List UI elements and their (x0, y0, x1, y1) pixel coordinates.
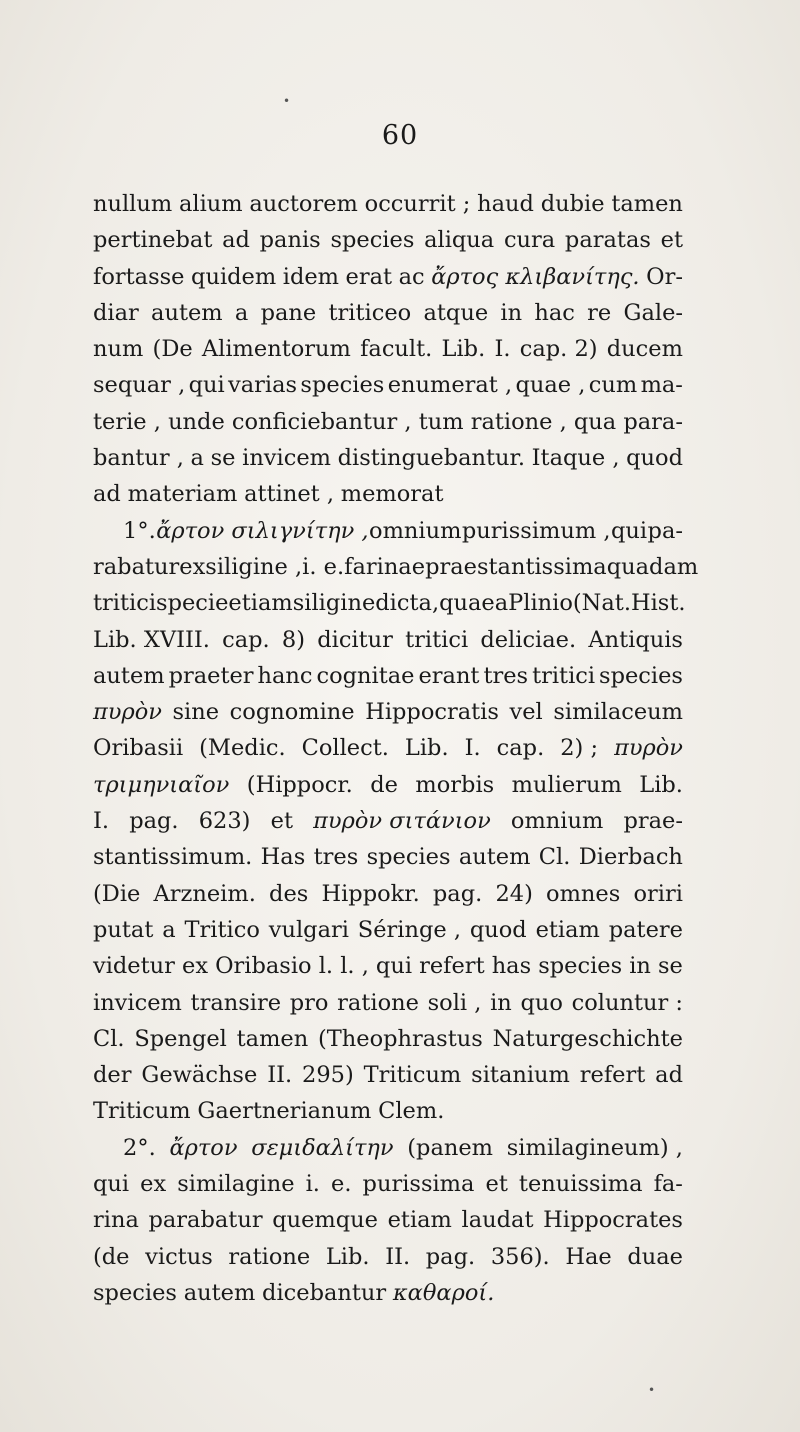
word: Gale- (623, 299, 683, 326)
word: deliciae. (480, 626, 577, 653)
word: Arzneim. (153, 880, 256, 907)
word: tres (313, 844, 359, 871)
word: τριμηνιαῖον (93, 771, 230, 798)
word: hanc (257, 662, 313, 689)
word: has (491, 953, 532, 980)
word: dubie (540, 191, 605, 217)
word: prae- (623, 808, 683, 835)
word: species (300, 372, 385, 399)
word: similagineum) , (506, 1134, 683, 1161)
word: II. (267, 1062, 293, 1089)
text-line (93, 476, 683, 512)
word: 2) ; (560, 735, 599, 762)
word: qui (610, 517, 648, 544)
word: in (500, 299, 523, 326)
word: Cl. (538, 844, 571, 871)
word: II. (385, 1243, 411, 1270)
text-line (93, 1130, 683, 1166)
word: in (490, 989, 512, 1016)
speck-mark: • (283, 94, 291, 108)
word: tritici (405, 626, 469, 653)
word: sitanium (471, 1062, 570, 1089)
word: species (538, 953, 623, 980)
word: pertinebat (93, 227, 213, 254)
word: terie , (93, 408, 161, 435)
word: 1°. (123, 517, 156, 544)
word: I. (464, 735, 481, 762)
word: Hippocratis (365, 699, 499, 726)
word: duae (627, 1243, 683, 1270)
word: cognomine (229, 699, 355, 726)
word: Séringe , (357, 916, 461, 943)
word: I. (494, 336, 511, 363)
word: Lib. (639, 771, 683, 798)
word: mulierum (511, 771, 622, 798)
word: coluntur : (571, 989, 683, 1016)
word: Itaque , (531, 445, 620, 472)
word: ad (655, 1062, 683, 1089)
word: et (660, 227, 683, 254)
word: num (93, 336, 144, 363)
text-line (93, 730, 683, 766)
text-line (93, 948, 683, 984)
word: a (190, 445, 204, 472)
word: auctorem (249, 191, 358, 217)
word: a (234, 299, 249, 326)
word: quae (439, 590, 495, 617)
word: purissimum , (461, 517, 611, 544)
word: a (162, 916, 176, 943)
word: (Hippocr. (246, 771, 353, 798)
word: quo (520, 989, 563, 1016)
word: cognitae (316, 662, 415, 689)
text-line (93, 1239, 683, 1275)
word: parabatur (148, 1207, 263, 1234)
word: pro (289, 989, 329, 1016)
word: Cl. (93, 1025, 125, 1052)
word: tum (418, 408, 464, 435)
word: quod (469, 916, 527, 943)
word: 2°. (123, 1134, 156, 1161)
word: et (270, 808, 293, 835)
word: siligine (292, 590, 376, 617)
word: pane (260, 299, 317, 326)
word: Oribasio (215, 953, 312, 980)
word: (De (152, 336, 193, 363)
word: varias (228, 372, 298, 399)
word: aliqua (424, 227, 495, 254)
word: diar (93, 299, 139, 326)
word: fortasse (93, 263, 185, 290)
word: tres (483, 662, 529, 689)
word: cum (588, 372, 638, 399)
word: pag. (129, 808, 179, 835)
word: pag. (432, 880, 483, 907)
word: e. (331, 1171, 352, 1198)
word: distinguebantur. (337, 445, 525, 472)
text-line (93, 295, 683, 331)
word: (panem (407, 1134, 494, 1161)
word: etiam (535, 916, 600, 943)
word: Clem. (378, 1098, 445, 1125)
word: ratione (337, 989, 419, 1016)
word: Plinio (508, 590, 573, 617)
word: tritici (93, 590, 157, 617)
word: 8) (281, 626, 306, 653)
word: quemque (272, 1207, 378, 1234)
word: praestantissima (425, 553, 607, 580)
word: (Nat.Hist. (572, 590, 686, 617)
word: se (210, 445, 236, 472)
word: quod (626, 445, 683, 472)
word: panis (259, 227, 321, 254)
word: omnes (546, 880, 621, 907)
word: tenuissima (518, 1171, 643, 1198)
word: Has (260, 844, 306, 871)
text-line (93, 585, 686, 621)
word: sequar , (93, 372, 186, 399)
word: purissima (362, 1171, 475, 1198)
page-number: 60 (381, 120, 419, 151)
text-line (93, 1275, 683, 1311)
word: ex (179, 553, 206, 580)
word: species (93, 1279, 177, 1306)
word: similagine (177, 1171, 295, 1198)
word: transire (190, 989, 282, 1016)
word: species (366, 844, 451, 871)
word: species (599, 662, 683, 689)
word: (Die (93, 880, 141, 907)
word: et (485, 1171, 508, 1198)
word: l. l. , (318, 953, 369, 980)
word: conficiebantur , (231, 408, 412, 435)
word: cap. (496, 735, 545, 762)
text-line (93, 839, 683, 875)
word: refert (419, 953, 485, 980)
word: bantur , (93, 445, 184, 472)
word: Triticum (363, 1062, 462, 1089)
word: vulgari (268, 916, 349, 943)
word: Lib. XVIII. (93, 626, 210, 653)
word: facult. (360, 336, 433, 363)
word: ἄρτον (169, 1134, 238, 1161)
word: autem (458, 844, 531, 871)
word: erat (345, 263, 393, 290)
word: e (411, 553, 426, 580)
word: dicebantur (262, 1279, 387, 1306)
word: Triticum (93, 1098, 191, 1125)
word: i. (305, 1171, 320, 1198)
word: erant (418, 662, 480, 689)
text-line (93, 440, 683, 476)
word: unde (168, 408, 225, 435)
word: Or- (646, 263, 683, 290)
word: autem (183, 1279, 256, 1306)
text-line (93, 876, 683, 912)
word: quidem (191, 263, 277, 290)
word: omnium (510, 808, 604, 835)
word: triticeo (328, 299, 412, 326)
text-line (93, 367, 683, 403)
word: etiam (387, 1207, 452, 1234)
text-line (93, 549, 699, 585)
word: qui (93, 1171, 130, 1198)
word: sine (172, 699, 220, 726)
word: stantissimum. (93, 844, 253, 871)
word: occurrit ; (364, 191, 471, 217)
word: idem (282, 263, 339, 290)
word: hac (534, 299, 575, 326)
word: cap. (222, 626, 270, 653)
word: enumerat , (387, 372, 513, 399)
word: Lib. (441, 336, 486, 363)
word: para- (623, 408, 683, 435)
word: memorat (340, 481, 444, 508)
text-line (93, 803, 683, 839)
word: morbis (415, 771, 495, 798)
word: nullum (93, 191, 173, 217)
word: Hippocrates (543, 1207, 683, 1234)
word: Collect. (301, 735, 389, 762)
word: paratas (564, 227, 651, 254)
word: 623) (198, 808, 251, 835)
word: καθαροί. (392, 1279, 495, 1306)
word: fa- (653, 1171, 683, 1198)
word: victus (145, 1243, 213, 1270)
word: specie (156, 590, 229, 617)
word: species (330, 227, 415, 254)
text-line (93, 622, 683, 658)
text-line (93, 1202, 683, 1238)
word: quadam (606, 553, 699, 580)
text-line (93, 767, 683, 803)
word: 24) (495, 880, 533, 907)
word: soli , (427, 989, 482, 1016)
word: similaceum (553, 699, 683, 726)
word: ducem (606, 336, 683, 363)
word: cura (503, 227, 556, 254)
text-line (93, 912, 683, 948)
word: 295) (302, 1062, 354, 1089)
word: tamen (236, 1025, 309, 1052)
text-line (93, 1057, 683, 1093)
text-line (93, 694, 683, 730)
word: Gewächse (141, 1062, 258, 1089)
word: attinet , (244, 481, 334, 508)
word: des (269, 880, 309, 907)
word: ex (140, 1171, 167, 1198)
text-line (93, 1093, 683, 1129)
word: etiam (228, 590, 293, 617)
text-line (93, 404, 683, 440)
word: a (494, 590, 509, 617)
word: laudat (461, 1207, 534, 1234)
word: Lib. (404, 735, 449, 762)
word: Dierbach (578, 844, 683, 871)
word: qui (188, 372, 225, 399)
word: Lib. (325, 1243, 370, 1270)
word: autem (151, 299, 223, 326)
word: in (629, 953, 651, 980)
word: invicem (242, 445, 331, 472)
text-line (93, 1021, 683, 1057)
word: πυρὸν (614, 735, 683, 762)
word: πυρὸν (93, 699, 162, 726)
word: rina (93, 1207, 139, 1234)
word: cap. 2) (519, 336, 598, 363)
word: omnium (369, 517, 462, 544)
word: i. e. (302, 553, 345, 580)
text-line (93, 1166, 683, 1202)
word: materiam (127, 481, 238, 508)
word: videtur (93, 953, 175, 980)
word: (Theophrastus (317, 1025, 483, 1052)
word: Antiquis (588, 626, 683, 653)
word: rabatur (93, 553, 180, 580)
word: ἄρτος κλιβανίτης. (431, 263, 640, 290)
word: (de (93, 1243, 130, 1270)
word: se (658, 953, 683, 980)
word: (Medic. (199, 735, 286, 762)
word: ad (222, 227, 250, 254)
word: dicitur (317, 626, 393, 653)
word: Naturgeschichte (492, 1025, 683, 1052)
word: σεμιδαλίτην (251, 1134, 394, 1161)
word: Oribasii (93, 735, 184, 762)
text-line (93, 658, 683, 694)
word: dicta, (375, 590, 440, 617)
word: pag. (425, 1243, 476, 1270)
word: ratione , (470, 408, 567, 435)
word: πυρὸν σιτάνιον (313, 808, 491, 835)
word: patere (608, 916, 683, 943)
text-line (93, 331, 683, 367)
text-line (93, 186, 683, 222)
speck-mark: • (648, 1383, 656, 1397)
word: oriri (633, 880, 683, 907)
text-line (93, 513, 683, 549)
word: invicem (93, 989, 182, 1016)
word: ex (182, 953, 209, 980)
word: ma- (640, 372, 683, 399)
word: der (93, 1062, 132, 1089)
word: alium (178, 191, 243, 217)
text-line (93, 259, 683, 295)
word: Hae (565, 1243, 612, 1270)
word: I. (93, 808, 110, 835)
word: Spengel (134, 1025, 227, 1052)
word: qui (375, 953, 413, 980)
body-text (93, 186, 699, 1311)
word: refert (579, 1062, 646, 1089)
word: ratione (228, 1243, 311, 1270)
word: farina (344, 553, 412, 580)
word: Gaertnerianum (197, 1098, 372, 1125)
word: tritici (532, 662, 596, 689)
word: vel (509, 699, 543, 726)
word: ac (398, 263, 425, 290)
word: qua (573, 408, 617, 435)
word: Alimentorum (201, 336, 351, 363)
word: atque (423, 299, 489, 326)
word: 356). (490, 1243, 550, 1270)
text-line (93, 222, 683, 258)
word: ad (93, 481, 121, 508)
word: Tritico (184, 916, 260, 943)
word: de (370, 771, 398, 798)
word: quae , (515, 372, 586, 399)
word: putat (93, 916, 154, 943)
word: praeter (168, 662, 254, 689)
text-line (93, 985, 683, 1021)
word: tamen (611, 191, 683, 217)
word: Hippokr. (321, 880, 420, 907)
word: re (587, 299, 612, 326)
word: pa- (647, 517, 683, 544)
word: ἄρτον σιλιγνίτην , (156, 517, 369, 544)
word: autem (93, 662, 165, 689)
word: haud (477, 191, 534, 217)
word: siligine , (205, 553, 303, 580)
